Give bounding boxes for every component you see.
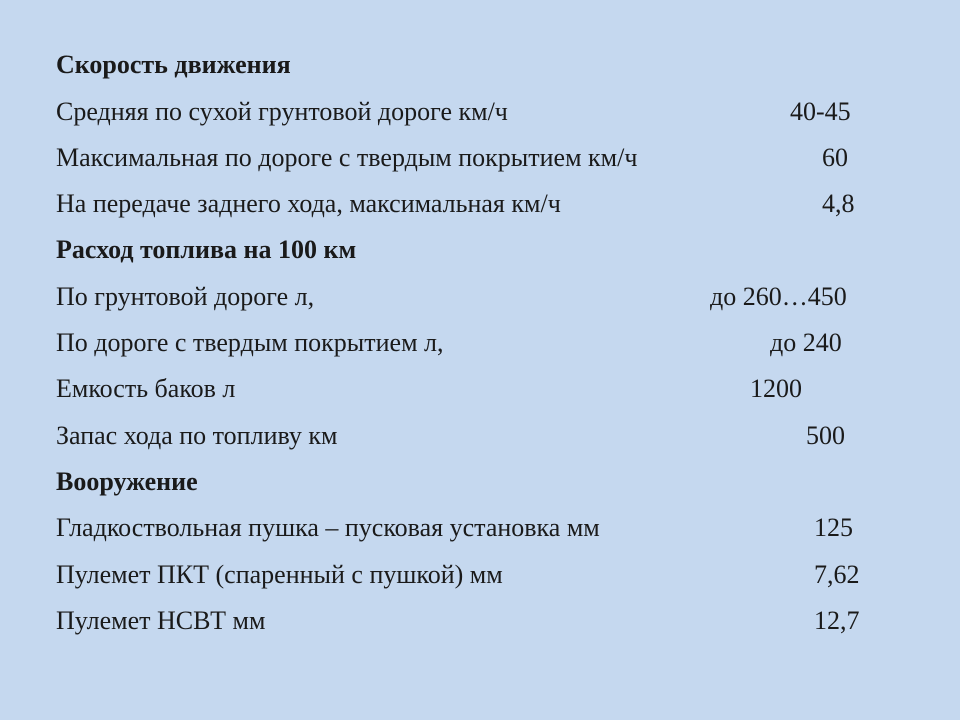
row-value-tank-capacity: 1200 <box>750 374 802 403</box>
row-label-tank-capacity: Емкость баков л <box>56 374 236 403</box>
section-heading-armament: Вооружение <box>56 467 198 496</box>
row-value-reverse-speed: 4,8 <box>822 189 855 218</box>
row-label-reverse-speed: На передаче заднего хода, максимальная км/ч <box>56 189 561 218</box>
row-value-fuel-range: 500 <box>806 421 845 450</box>
row-label-nsvt-machine-gun: Пулемет НСВТ мм <box>56 606 266 635</box>
row-value-fuel-paved: до 240 <box>770 328 842 357</box>
row-value-smoothbore-gun: 125 <box>814 513 853 542</box>
row-value-fuel-dirt: до 260…450 <box>710 282 847 311</box>
row-value-max-paved-speed: 60 <box>822 143 848 172</box>
row-label-pkt-machine-gun: Пулемет ПКТ (спаренный с пушкой) мм <box>56 560 503 589</box>
row-label-fuel-range: Запас хода по топливу км <box>56 421 338 450</box>
row-label-avg-dirt-speed: Средняя по сухой грунтовой дороге км/ч <box>56 97 508 126</box>
section-heading-speed: Скорость движения <box>56 50 291 79</box>
row-label-max-paved-speed: Максимальная по дороге с твердым покрытием км/ч <box>56 143 638 172</box>
row-label-fuel-dirt: По грунтовой дороге л, <box>56 282 315 311</box>
row-label-fuel-paved: По дороге с твердым покрытием л, <box>56 328 444 357</box>
row-value-pkt-machine-gun: 7,62 <box>814 560 860 589</box>
row-label-smoothbore-gun: Гладкоствольная пушка – пусковая установка мм <box>56 513 600 542</box>
row-value-avg-dirt-speed: 40-45 <box>790 97 851 126</box>
row-value-nsvt-machine-gun: 12,7 <box>814 606 860 635</box>
section-heading-fuel: Расход топлива на 100 км <box>56 235 357 264</box>
